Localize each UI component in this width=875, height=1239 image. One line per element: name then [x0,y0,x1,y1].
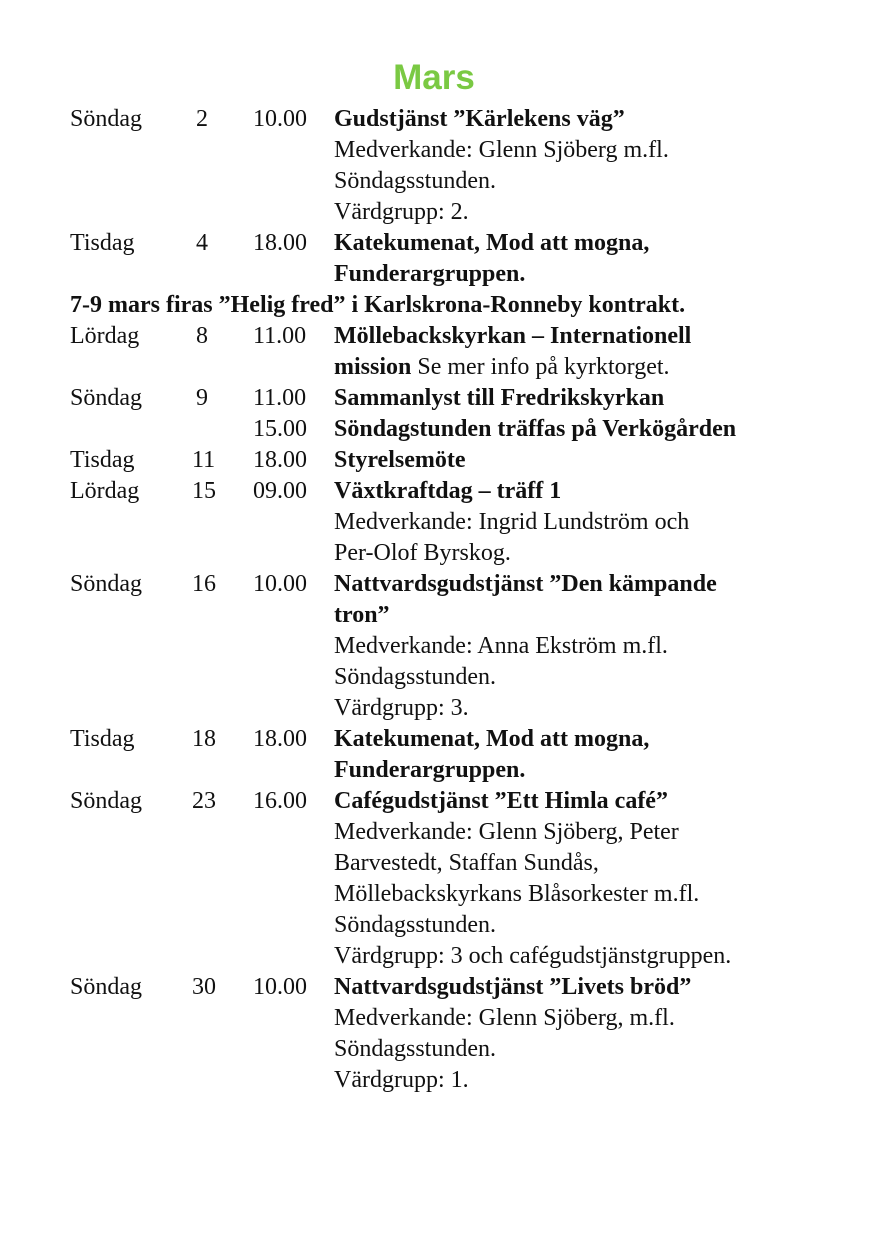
event-detail-line [70,662,860,693]
event-description [334,910,496,941]
event-date: 8 [196,323,208,349]
event-day: Söndag [70,106,142,132]
event-detail-line [70,352,860,383]
event-detail-line [70,600,860,631]
event-description [334,693,469,724]
event-detail-text: Värdgrupp: 3. [334,695,469,721]
event-description [334,476,561,507]
event-title-text: tron” [334,602,390,628]
event-description [334,724,649,755]
event-detail-text: Medverkande: Glenn Sjöberg, Peter [334,819,679,845]
event-description [334,848,599,879]
event-title-text: Katekumenat, Mod att mogna, [334,726,650,752]
event-description [334,600,390,631]
event-time: 10.00 [253,974,307,1000]
event-time: 18.00 [253,447,307,473]
event-detail-text: Se mer info på kyrktorget. [411,354,670,380]
event-day: Söndag [70,788,142,814]
event-description [334,197,469,228]
event-description [334,817,679,848]
event-detail-line [70,1065,860,1096]
event-title-text: Möllebackskyrkan – Internationell [334,323,692,349]
event-date: 15 [192,478,216,504]
event-description [334,507,689,538]
event-detail-line [70,910,860,941]
event-detail-line [70,259,860,290]
event-description [334,228,649,259]
event-row [70,321,860,352]
event-title-text: Nattvardsgudstjänst ”Livets bröd” [334,974,692,1000]
event-description [334,166,496,197]
event-date: 4 [196,230,208,256]
event-detail-line [70,879,860,910]
event-detail-text: Medverkande: Anna Ekström m.fl. [334,633,668,659]
event-title-text: Nattvardsgudstjänst ”Den kämpande [334,571,717,597]
event-detail-text: Söndagsstunden. [334,1036,496,1062]
event-title-text: Styrelsemöte [334,447,466,473]
event-detail-line [70,507,860,538]
event-detail-text: Söndagsstunden. [334,912,496,938]
event-description [334,879,699,910]
event-row [70,445,860,476]
event-detail-line [70,166,860,197]
event-day: Tisdag [70,230,135,256]
notice-line [70,290,860,321]
event-title-text: Cafégudstjänst ”Ett Himla café” [334,788,668,814]
event-title-text: Växtkraftdag – träff 1 [334,478,562,504]
event-description [334,1034,496,1065]
event-detail-text: Per-Olof Byrskog. [334,540,511,566]
event-date: 18 [192,726,216,752]
event-title-text: Söndagstunden träffas på Verkögården [334,416,737,442]
event-row [70,569,860,600]
event-day: Söndag [70,974,142,1000]
event-detail-line [70,197,860,228]
event-description [334,941,731,972]
event-title-text: Sammanlyst till Fredrikskyrkan [334,385,665,411]
event-detail-text: Medverkande: Glenn Sjöberg m.fl. [334,137,669,163]
event-day: Tisdag [70,447,135,473]
event-detail-line [70,693,860,724]
event-day: Tisdag [70,726,135,752]
event-description [334,538,511,569]
event-date: 16 [192,571,216,597]
event-date: 2 [196,106,208,132]
event-date: 11 [192,447,216,473]
event-description [334,631,668,662]
event-detail-text: Medverkande: Glenn Sjöberg, m.fl. [334,1005,675,1031]
event-detail-line [70,414,860,445]
event-title-text: Katekumenat, Mod att mogna, [334,230,650,256]
event-day: Söndag [70,385,142,411]
event-description [334,569,717,600]
event-date: 30 [192,974,216,1000]
event-description [334,135,669,166]
event-title-text: Funderargruppen. [334,757,526,783]
event-time: 16.00 [253,788,307,814]
event-detail-line [70,941,860,972]
event-detail-text: Möllebackskyrkans Blåsorkester m.fl. [334,881,700,907]
event-time: 15.00 [253,416,307,442]
event-detail-line [70,817,860,848]
event-description [334,352,670,383]
event-row [70,786,860,817]
event-detail-text: Värdgrupp: 1. [334,1067,469,1093]
event-title-text: mission [334,354,412,380]
event-detail-text: Värdgrupp: 2. [334,199,469,225]
event-day: Söndag [70,571,142,597]
event-detail-line [70,1034,860,1065]
event-detail-text: Värdgrupp: 3 och cafégudstjänstgruppen. [334,943,732,969]
event-description [334,383,664,414]
event-description [334,755,525,786]
event-description [334,662,496,693]
event-title-text: Funderargruppen. [334,261,526,287]
event-detail-line [70,135,860,166]
event-time: 10.00 [253,106,307,132]
event-description [334,414,736,445]
event-detail-text: Söndagsstunden. [334,168,496,194]
event-time: 11.00 [253,385,307,411]
event-row [70,228,860,259]
event-schedule [70,104,860,1096]
event-time: 09.00 [253,478,307,504]
event-time: 18.00 [253,726,307,752]
event-description [334,972,691,1003]
event-day: Lördag [70,323,140,349]
event-detail-text: Barvestedt, Staffan Sundås, [334,850,599,876]
event-description [334,104,625,135]
event-description [334,259,525,290]
event-title-text: Gudstjänst ”Kärlekens väg” [334,106,625,132]
event-description [334,1003,675,1034]
event-row [70,724,860,755]
event-row [70,104,860,135]
event-description [334,321,691,352]
event-detail-text: Söndagsstunden. [334,664,496,690]
event-description [334,786,668,817]
notice-text: 7-9 mars firas ”Helig fred” i Karlskrona-Ronneby kontrakt. [70,292,686,318]
event-row [70,972,860,1003]
event-detail-text: Medverkande: Ingrid Lundström och [334,509,690,535]
event-row [70,383,860,414]
event-date: 9 [196,385,208,411]
event-detail-line [70,538,860,569]
event-time: 18.00 [253,230,307,256]
event-detail-line [70,755,860,786]
event-time: 10.00 [253,571,307,597]
event-date: 23 [192,788,216,814]
month-title: Mars [393,58,475,97]
event-description [334,1065,469,1096]
event-time: 11.00 [253,323,307,349]
event-detail-line [70,848,860,879]
event-detail-line [70,1003,860,1034]
event-description [334,445,466,476]
event-detail-line [70,631,860,662]
event-day: Lördag [70,478,140,504]
event-row [70,476,860,507]
